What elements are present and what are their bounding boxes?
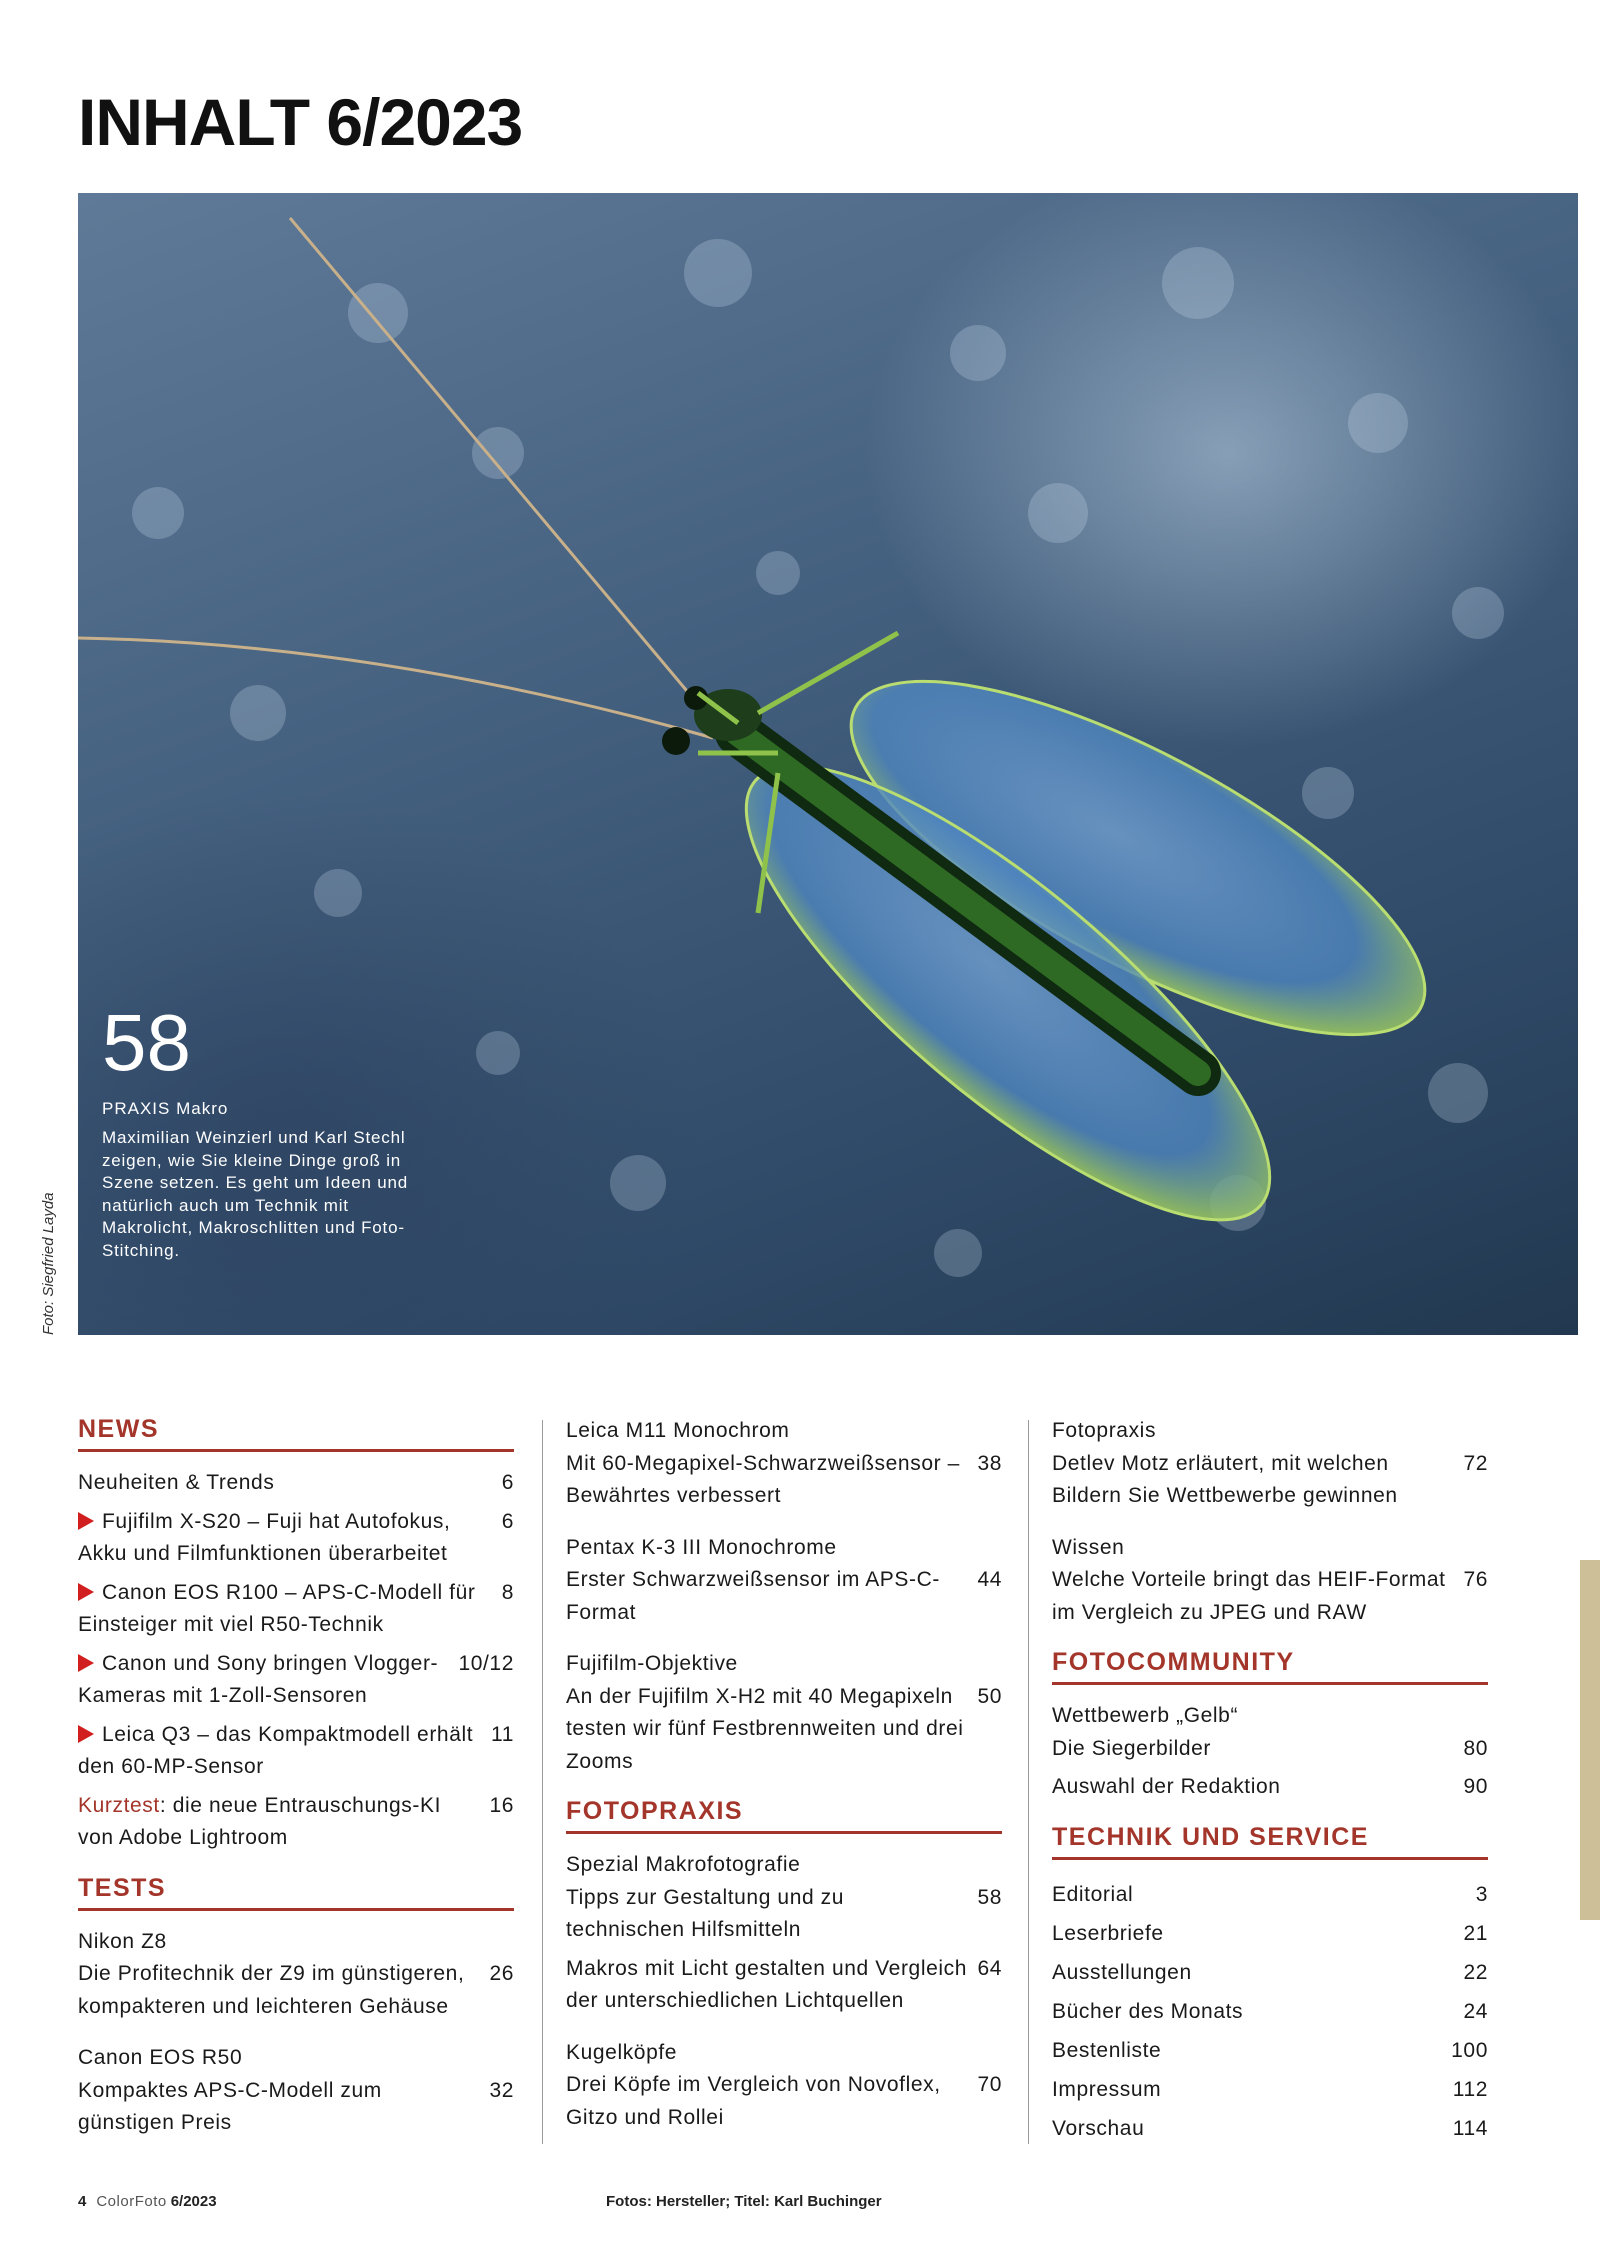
footer-issue-number: 6/2023 bbox=[170, 2193, 217, 2210]
toc-column-1 bbox=[78, 1415, 514, 2159]
side-strip bbox=[1580, 1560, 1600, 1920]
toc-entry[interactable] bbox=[78, 1719, 514, 1784]
toc-entry-text: Neuheiten & Trends bbox=[78, 1471, 275, 1494]
toc-entry-title: Nikon Z8 bbox=[78, 1929, 167, 1953]
hero-caption bbox=[102, 998, 422, 1262]
toc-entry-title: Wissen bbox=[1052, 1535, 1125, 1559]
toc-entry[interactable] bbox=[566, 1648, 1002, 1778]
footer-page-number: 4 bbox=[78, 2193, 87, 2210]
toc-entry-page: 38 bbox=[977, 1451, 1002, 1475]
photo-credit: Foto: Siegfried Layda bbox=[40, 1192, 57, 1335]
toc-entry[interactable] bbox=[78, 1467, 514, 1500]
toc-entry-text: Die Siegerbilder bbox=[1052, 1736, 1212, 1760]
toc-entry-text: Kompaktes APS-C-Modell zum günstigen Preis bbox=[78, 2078, 382, 2134]
toc-entry-text: Makros mit Licht gestalten und Vergleich der unterschiedlichen Lichtquellen bbox=[566, 1956, 968, 2012]
service-item-label: Bücher des Monats bbox=[1052, 1999, 1244, 2023]
toc-entry-text: Canon und Sony bringen Vlogger-Kameras mit 1-Zoll-Sensoren bbox=[78, 1651, 439, 1707]
toc-entry-title: Kugelköpfe bbox=[566, 2040, 678, 2064]
toc-entry-page: 16 bbox=[489, 1793, 514, 1817]
toc-entry-text: Die Profitechnik der Z9 im günstigeren, kompakteren und leichteren Gehäuse bbox=[78, 1962, 465, 2018]
section-heading-fotocommunity: FOTOCOMMUNITY bbox=[1052, 1648, 1488, 1685]
hero-photo bbox=[78, 193, 1578, 1335]
toc-entry-text: Erster Schwarzweißsensor im APS-C-Format bbox=[566, 1568, 940, 1624]
toc-entry-page: 6 bbox=[501, 1509, 514, 1533]
toc-entry-text: Fujifilm X-S20 – Fuji hat Autofokus, Akku und Filmfunktionen überarbeitet bbox=[78, 1509, 451, 1565]
toc-entry-title: Canon EOS R50 bbox=[78, 2046, 243, 2069]
toc-entry[interactable] bbox=[1052, 1771, 1488, 1804]
service-item-label: Vorschau bbox=[1052, 2116, 1145, 2140]
section-heading-technik-und-service: TECHNIK UND SERVICE bbox=[1052, 1823, 1488, 1860]
service-item[interactable] bbox=[1052, 1953, 1488, 1992]
footer-credits: Fotos: Hersteller; Titel: Karl Buchinger bbox=[606, 2193, 882, 2210]
bullet-triangle-icon bbox=[78, 1512, 94, 1530]
toc-entry-title: Fotopraxis bbox=[1052, 1419, 1157, 1442]
service-item-label: Leserbriefe bbox=[1052, 1921, 1164, 1945]
service-item-page: 24 bbox=[1463, 1999, 1488, 2023]
toc-entry[interactable] bbox=[78, 1926, 514, 2024]
service-item-label: Ausstellungen bbox=[1052, 1960, 1192, 1984]
section-heading-news: NEWS bbox=[78, 1415, 514, 1452]
service-item[interactable] bbox=[1052, 2070, 1488, 2109]
toc-entry-text: An der Fujifilm X-H2 mit 40 Megapixeln testen wir fünf Festbrennweiten und drei Zooms bbox=[566, 1684, 964, 1773]
toc-entry[interactable] bbox=[566, 1532, 1002, 1630]
toc-entry-title: Leica M11 Monochrom bbox=[566, 1419, 790, 1442]
toc-entry-page: 80 bbox=[1463, 1736, 1488, 1760]
toc-entry[interactable] bbox=[566, 2037, 1002, 2135]
service-item-page: 3 bbox=[1475, 1882, 1488, 1906]
toc-column-2 bbox=[566, 1415, 1002, 2153]
toc-entry[interactable] bbox=[78, 1577, 514, 1642]
bullet-triangle-icon bbox=[78, 1654, 94, 1672]
toc-entry-title: Wettbewerb „Gelb“ bbox=[1052, 1704, 1239, 1727]
column-divider bbox=[1028, 1420, 1029, 2144]
page-title: INHALT 6/2023 bbox=[78, 85, 523, 159]
service-item-label: Editorial bbox=[1052, 1882, 1134, 1906]
toc-entry-text: Auswahl der Redaktion bbox=[1052, 1775, 1281, 1798]
toc-entry[interactable] bbox=[566, 1415, 1002, 1513]
hero-page-number: 58 bbox=[102, 998, 191, 1087]
hero-description: Maximilian Weinzierl und Karl Stechl zeigen, wie Sie kleine Dinge groß in Szene setzen. Es geht um Ideen und natürlich auch um Technik mit Makrolicht, Makroschlitten und Foto-Stitching. bbox=[102, 1128, 408, 1260]
column-divider bbox=[542, 1420, 543, 2144]
toc-entry-page: 32 bbox=[489, 2078, 514, 2102]
toc-entry-text: Detlev Motz erläutert, mit welchen Bildern Sie Wettbewerbe gewinnen bbox=[1052, 1451, 1398, 1507]
toc-entry-text: : die neue Entrauschungs-KI von Adobe Lightroom bbox=[78, 1793, 442, 1849]
toc-entry-page: 6 bbox=[501, 1471, 514, 1494]
service-item-page: 100 bbox=[1451, 2038, 1488, 2062]
toc-column-3 bbox=[1052, 1415, 1488, 2148]
toc-entry[interactable] bbox=[1052, 1700, 1488, 1765]
toc-entry-title: Fujifilm-Objektive bbox=[566, 1652, 738, 1675]
toc-entry-page: 70 bbox=[977, 2073, 1002, 2096]
toc-entry[interactable] bbox=[1052, 1532, 1488, 1630]
service-item-label: Impressum bbox=[1052, 2077, 1162, 2101]
magazine-brand: ColorFoto bbox=[96, 2193, 167, 2210]
toc-entry[interactable] bbox=[78, 2042, 514, 2140]
footer-issue bbox=[78, 2193, 217, 2210]
toc-entry-page: 10/12 bbox=[458, 1651, 514, 1675]
toc-entry[interactable] bbox=[1052, 1415, 1488, 1513]
service-list bbox=[1052, 1875, 1488, 2148]
toc-entry-page: 11 bbox=[491, 1722, 514, 1746]
toc-entry-text: Leica Q3 – das Kompaktmodell erhält den 60-MP-Sensor bbox=[78, 1722, 474, 1778]
service-item-page: 21 bbox=[1463, 1921, 1488, 1945]
toc-entry[interactable] bbox=[566, 1849, 1002, 1947]
service-item[interactable] bbox=[1052, 1914, 1488, 1953]
toc-entry-text: Tipps zur Gestaltung und zu technischen Hilfsmitteln bbox=[566, 1885, 845, 1941]
service-item-page: 22 bbox=[1463, 1960, 1488, 1984]
service-item[interactable] bbox=[1052, 1875, 1488, 1914]
toc-entry-page: 44 bbox=[977, 1568, 1002, 1591]
toc-entry-page: 76 bbox=[1463, 1568, 1488, 1591]
toc-entry[interactable] bbox=[78, 1648, 514, 1713]
toc-entry-text: Canon EOS R100 – APS-C-Modell für Einsteiger mit viel R50-Technik bbox=[78, 1580, 476, 1636]
toc-entry-text: Welche Vorteile bringt das HEIF-Format im Vergleich zu JPEG und RAW bbox=[1052, 1568, 1446, 1624]
toc-entry-page: 50 bbox=[977, 1684, 1002, 1708]
bullet-triangle-icon bbox=[78, 1725, 94, 1743]
toc-entry-text: Mit 60-Megapixel-Schwarzweißsensor – Bewährtes verbessert bbox=[566, 1451, 960, 1507]
toc-entry-text: Drei Köpfe im Vergleich von Novoflex, Gitzo und Rollei bbox=[566, 2073, 941, 2129]
toc-entry-page: 8 bbox=[501, 1580, 514, 1604]
toc-entry-page: 64 bbox=[977, 1956, 1002, 1980]
toc-entry-page: 72 bbox=[1463, 1451, 1488, 1475]
toc-entry-title: Pentax K-3 III Monochrome bbox=[566, 1535, 837, 1559]
hero-kicker: PRAXIS Makro bbox=[102, 1099, 229, 1118]
service-item[interactable] bbox=[1052, 2031, 1488, 2070]
service-item-label: Bestenliste bbox=[1052, 2038, 1162, 2062]
toc-entry[interactable] bbox=[78, 1506, 514, 1571]
toc-entry-page: 58 bbox=[977, 1885, 1002, 1909]
section-heading-fotopraxis: FOTOPRAXIS bbox=[566, 1797, 1002, 1834]
toc-entry-kurztest[interactable] bbox=[78, 1790, 514, 1855]
service-item[interactable] bbox=[1052, 1992, 1488, 2031]
kurztest-label: Kurztest bbox=[78, 1793, 160, 1817]
toc-entry-title: Spezial Makrofotografie bbox=[566, 1853, 801, 1876]
service-item-page: 114 bbox=[1452, 2116, 1488, 2140]
toc-entry[interactable] bbox=[566, 1953, 1002, 2018]
service-item-page: 112 bbox=[1452, 2077, 1488, 2101]
service-item[interactable] bbox=[1052, 2109, 1488, 2148]
section-heading-tests: TESTS bbox=[78, 1874, 514, 1911]
toc-entry-page: 90 bbox=[1463, 1775, 1488, 1798]
bullet-triangle-icon bbox=[78, 1583, 94, 1601]
toc-entry-page: 26 bbox=[489, 1962, 514, 1985]
